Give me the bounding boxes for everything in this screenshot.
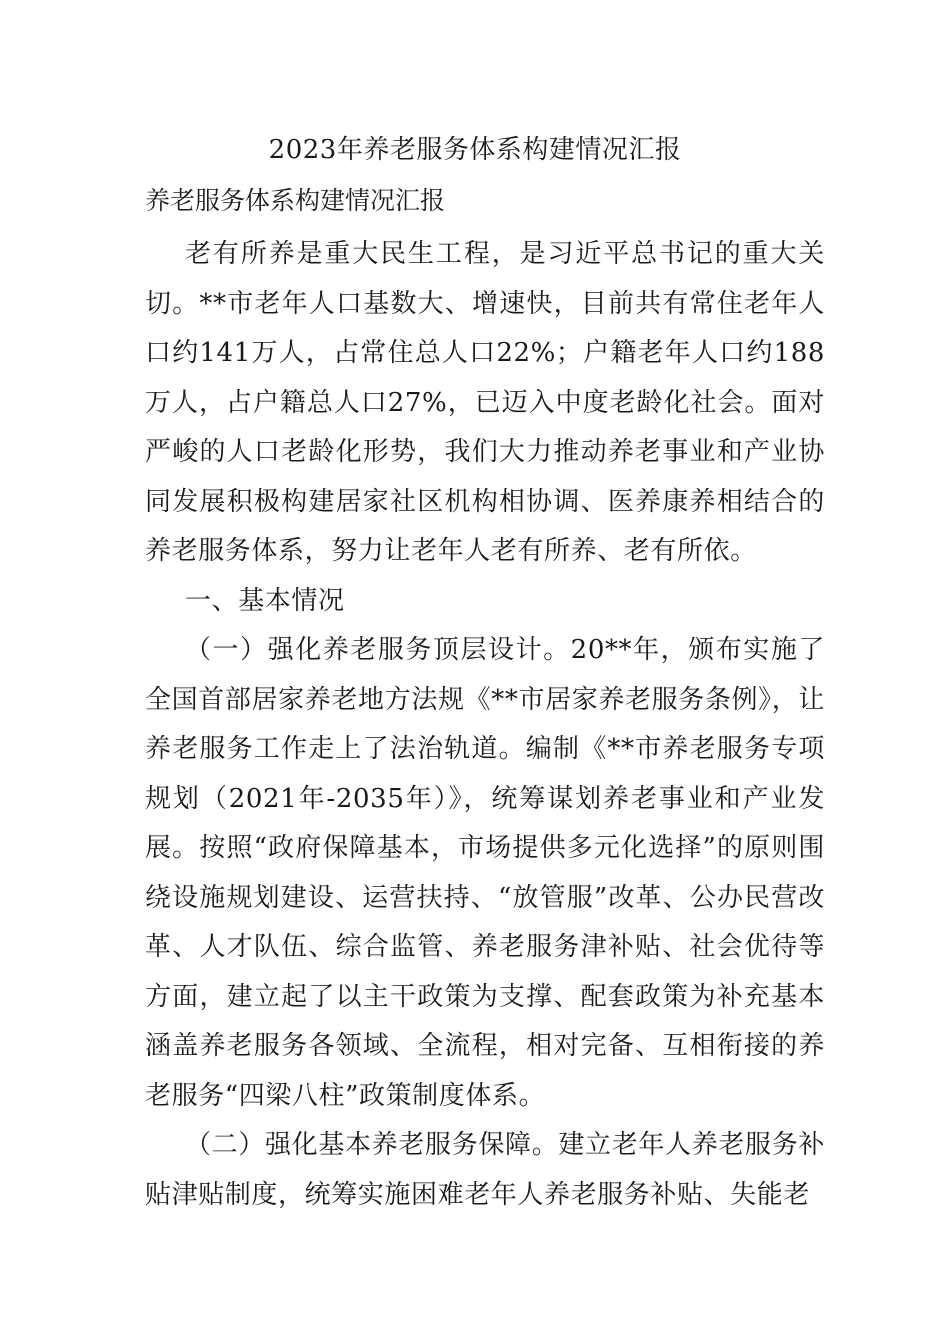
paragraph-basic-service-guarantee: （二）强化基本养老服务保障。建立老年人养老服务补贴津贴制度，统筹实施困难老年人养老服务补贴、失能老	[145, 1130, 825, 1210]
document-body	[145, 230, 825, 1220]
section-heading-basic-situation: 一、基本情况	[185, 585, 345, 616]
paragraph-top-level-design: （一）强化养老服务顶层设计。20**年，颁布实施了全国首部居家养老地方法规《**市居家养老服务条例》，让养老服务工作走上了法治轨道。编制《**市养老服务专项规划（2021年-2035年）》，统筹谋划养老事业和产业发展。按照“政府保障基本，市场提供多元化选择”的原则围绕设施规划建设、运营扶持、“放管服”改革、公办民营改革、人才队伍、综合监管、养老服务津补贴、社会优待等方面，建立起了以主干政策为支撑、配套政策为补充基本涵盖养老服务各领域、全流程，相对完备、互相衔接的养老服务“四梁八柱”政策制度体系。	[145, 635, 825, 1111]
document-title: 2023年养老服务体系构建情况汇报	[268, 135, 682, 165]
document-subtitle: 养老服务体系构建情况汇报	[145, 186, 446, 215]
paragraph-intro: 老有所养是重大民生工程，是习近平总书记的重大关切。**市老年人口基数大、增速快，目前共有常住老年人口约141万人，占常住总人口22%；户籍老年人口约188万人，占户籍总人口27%，已迈入中度老龄化社会。面对严峻的人口老龄化形势，我们大力推动养老事业和产业协同发展积极构建居家社区机构相协调、医养康养相结合的养老服务体系，努力让老年人老有所养、老有所依。	[145, 239, 825, 566]
